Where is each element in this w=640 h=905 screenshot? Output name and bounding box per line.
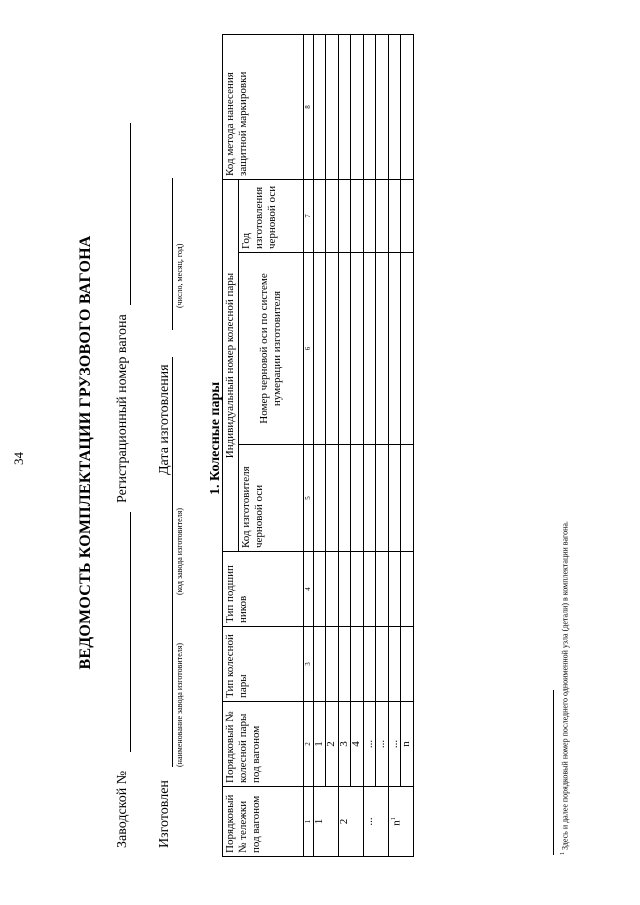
data-cell[interactable]: [351, 627, 364, 702]
bogie-value: ...: [362, 817, 375, 826]
data-cell[interactable]: [376, 35, 389, 180]
data-cell[interactable]: [351, 180, 364, 253]
table-row: [326, 35, 339, 857]
table-row: [401, 35, 414, 857]
data-cell[interactable]: [363, 552, 376, 627]
reg-no-line: [130, 123, 131, 305]
data-cell[interactable]: [351, 35, 364, 180]
header-marking-method-code: Код метода нанесения защитной маркировки: [223, 35, 304, 180]
header-bearing-type: Тип подшип ников: [223, 552, 304, 627]
bogie-cell[interactable]: [388, 787, 413, 857]
data-cell[interactable]: [313, 180, 326, 253]
header-axle-year: Год изготовления черновой оси: [238, 180, 303, 253]
data-cell[interactable]: [376, 180, 389, 253]
data-cell[interactable]: [388, 552, 401, 627]
data-cell[interactable]: [338, 253, 351, 445]
column-number: 1: [303, 787, 313, 857]
pair-cell[interactable]: ...: [388, 702, 401, 787]
data-cell[interactable]: [313, 35, 326, 180]
data-cell[interactable]: [326, 627, 339, 702]
pair-cell[interactable]: 1: [313, 702, 326, 787]
data-cell[interactable]: [338, 445, 351, 552]
data-cell[interactable]: [338, 35, 351, 180]
data-cell[interactable]: [313, 552, 326, 627]
header-row: [223, 35, 239, 857]
table-row: [376, 35, 389, 857]
footnote-rule: [553, 690, 554, 855]
data-cell[interactable]: [338, 180, 351, 253]
bogie-cell[interactable]: [363, 787, 388, 857]
bogie-cell[interactable]: [338, 787, 363, 857]
date-label: Дата изготовления: [157, 364, 172, 475]
table-row: [351, 35, 364, 857]
column-numbers-row: [303, 35, 313, 857]
table-row: [388, 35, 401, 857]
header-axle-maker-code: Код изготовителя черновой оси: [238, 445, 303, 552]
header-wheelset-type: Тип колесной пары: [223, 627, 304, 702]
column-number: 8: [303, 35, 313, 180]
pair-cell[interactable]: 4: [351, 702, 364, 787]
footnote: [560, 521, 570, 855]
data-cell[interactable]: [401, 445, 414, 552]
table-row: [313, 35, 326, 857]
data-cell[interactable]: [401, 627, 414, 702]
data-cell[interactable]: [351, 552, 364, 627]
wheelsets-table: [222, 34, 414, 857]
factory-no-label: Заводской №: [115, 770, 130, 848]
page-number: 34: [11, 452, 26, 465]
data-cell[interactable]: [326, 253, 339, 445]
data-cell[interactable]: [401, 180, 414, 253]
made-hint-code: (код завода изготовителя): [175, 507, 184, 595]
column-number: 4: [303, 552, 313, 627]
data-cell[interactable]: [313, 627, 326, 702]
data-cell[interactable]: [376, 552, 389, 627]
data-cell[interactable]: [388, 35, 401, 180]
data-cell[interactable]: [401, 552, 414, 627]
data-cell[interactable]: [363, 627, 376, 702]
footnote-marker: 1: [390, 817, 397, 821]
data-cell[interactable]: [401, 253, 414, 445]
data-cell[interactable]: [326, 35, 339, 180]
data-cell[interactable]: [351, 253, 364, 445]
data-cell[interactable]: [388, 180, 401, 253]
header-individual-number: Индивидуальный номер колесной пары: [223, 180, 239, 552]
factory-no-line: [130, 512, 131, 752]
column-number: 5: [303, 445, 313, 552]
table-row: [338, 35, 351, 857]
document-title: ВЕДОМОСТЬ КОМПЛЕКТАЦИИ ГРУЗОВОГО ВАГОНА: [77, 235, 94, 670]
data-cell[interactable]: [326, 180, 339, 253]
section-title: 1. Колесные пары: [208, 381, 223, 495]
bogie-value: 1: [312, 818, 325, 825]
made-label: Изготовлен: [157, 780, 172, 848]
pair-cell[interactable]: 3: [338, 702, 351, 787]
column-number: 6: [303, 253, 313, 445]
header-bogie-number: Порядковый № тележки под вагоном: [223, 787, 304, 857]
reg-no-label: Регистрационный номер вагона: [115, 314, 130, 503]
data-cell[interactable]: [326, 552, 339, 627]
pair-cell[interactable]: n: [401, 702, 414, 787]
footnote-text: Здесь и далее порядковый номер последнего одноименной узла (детали) в комплектации вагона.: [560, 521, 570, 852]
data-cell[interactable]: [388, 445, 401, 552]
data-cell[interactable]: [351, 445, 364, 552]
table-row: [363, 35, 376, 857]
date-hint: (число, месяц, год): [175, 243, 184, 308]
data-cell[interactable]: [363, 180, 376, 253]
bogie-cell[interactable]: [313, 787, 338, 857]
column-number: 7: [303, 180, 313, 253]
data-cell[interactable]: [326, 445, 339, 552]
data-cell[interactable]: [388, 627, 401, 702]
bogie-value: n: [390, 820, 403, 826]
data-cell[interactable]: [313, 253, 326, 445]
bogie-value: 2: [337, 818, 350, 825]
data-cell[interactable]: [363, 253, 376, 445]
pair-cell[interactable]: 2: [326, 702, 339, 787]
data-cell[interactable]: [363, 445, 376, 552]
footnote-number: 1: [560, 852, 566, 855]
header-axle-serial: Номер черновой оси по системе нумерации изготовителя: [238, 253, 303, 445]
column-number: 3: [303, 627, 313, 702]
pair-cell[interactable]: ...: [363, 702, 376, 787]
date-line: [172, 178, 173, 330]
header-wheelset-number: Порядковый № колесной пары под вагоном: [223, 702, 304, 787]
column-number: 2: [303, 702, 313, 787]
data-cell[interactable]: [376, 627, 389, 702]
made-hint-name: (наименование завода изготовителя): [175, 642, 184, 767]
data-cell[interactable]: [388, 253, 401, 445]
data-cell[interactable]: [338, 627, 351, 702]
data-cell[interactable]: [313, 445, 326, 552]
data-cell[interactable]: [376, 253, 389, 445]
data-cell[interactable]: [376, 445, 389, 552]
data-cell[interactable]: [338, 552, 351, 627]
pair-cell[interactable]: ...: [376, 702, 389, 787]
data-cell[interactable]: [363, 35, 376, 180]
data-cell[interactable]: [401, 35, 414, 180]
